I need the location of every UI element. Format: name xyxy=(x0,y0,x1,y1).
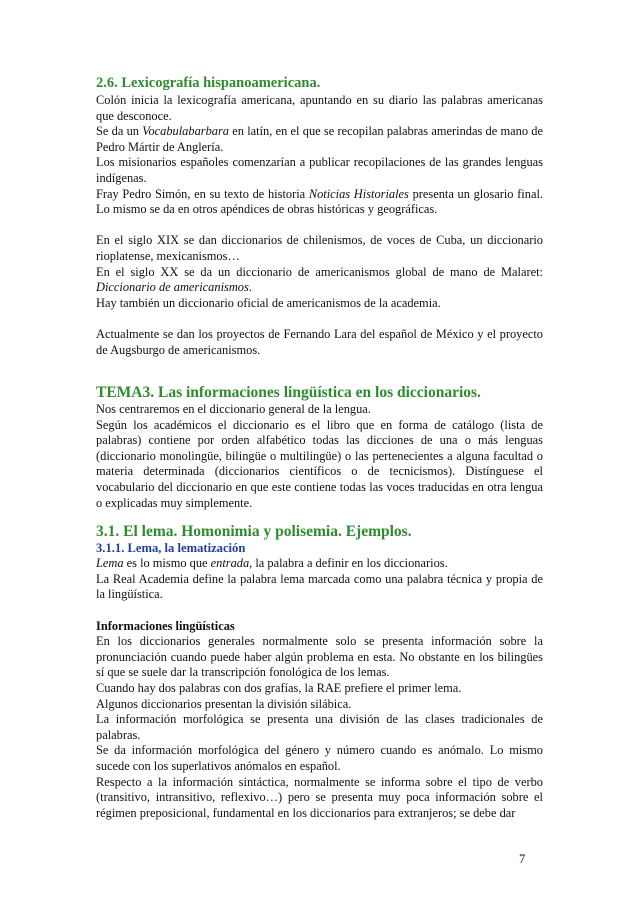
italic-term: Diccionario de americanismos xyxy=(96,280,249,295)
paragraph: Los misionarios españoles comenzarían a publicar recopilaciones de las grandes lenguas indígenas. xyxy=(96,155,543,185)
paragraph: La Real Academia define la palabra lema marcada como una palabra técnica y propia de la lingüística. xyxy=(96,571,543,602)
paragraph: Se da información morfológica del género y número cuando es anómalo. Lo mismo sucede con los superlativos anómalos en español. xyxy=(96,743,543,773)
paragraph: Nos centraremos en el diccionario general de la lengua. xyxy=(96,402,371,417)
italic-term: Lema xyxy=(96,556,124,571)
paragraph: Hay también un diccionario oficial de americanismos de la academia. xyxy=(96,295,441,310)
paragraph: Cuando hay dos palabras con dos grafías, la RAE prefiere el primer lema. xyxy=(96,681,462,695)
paragraph: La información morfológica se presenta una división de las clases tradicionales de palabras. xyxy=(96,712,543,742)
chapter-heading-tema3: TEMA3. Las informaciones lingüística en los diccionarios. xyxy=(96,384,481,402)
italic-term: Noticias Historiales xyxy=(308,186,409,201)
paragraph: Respecto a la información sintáctica, normalmente se informa sobre el tipo de verbo (transitivo, intransitivo, reflexivo…) pero se presenta muy poca información sobre el régimen preposicional, fundamental en los diccionarios para extranjeros; se debe dar xyxy=(96,774,543,820)
italic-term: entrada xyxy=(210,556,250,571)
paragraph: Se da un Vocabulabarbara en latín, en el que se recopilan palabras amerindas de mano de Pedro Mártir de Anglería. xyxy=(96,124,543,154)
paragraph: Lema es lo mismo que entrada, la palabra a definir en los diccionarios. xyxy=(96,556,448,571)
section-heading-3-1: 3.1. El lema. Homonimia y polisemia. Ejemplos. xyxy=(96,523,412,541)
paragraph: Según los académicos el diccionario es el libro que en forma de catálogo (lista de palabras) contiene por orden alfabético todas las dicciones de una o más lenguas (diccionario monolingüe, bilingüe o multilingüe) o las pertenecientes a alguna facultad o materia determinada (diccionarios científicos o de tecnicismos). Distínguese el vocabulario del diccionario en que este contiene todas las voces traducidas en otra lengua o explicadas muy simplemente. xyxy=(96,417,543,510)
paragraph: Fray Pedro Simón, en su texto de historia Noticias Historiales presenta un glosario final. Lo mismo se da en otros apéndices de obras históricas y geográficas. xyxy=(96,186,543,217)
section-heading-2-6: 2.6. Lexicografía hispanoamericana. xyxy=(96,75,321,91)
page-number: 7 xyxy=(519,852,526,866)
paragraph: En el siglo XIX se dan diccionarios de chilenismos, de voces de Cuba, un diccionario rioplatense, mexicanismos… xyxy=(96,233,543,263)
paragraph: Actualmente se dan los proyectos de Fernando Lara del español de México y el proyecto de Augsburgo de americanismos. xyxy=(96,326,543,357)
bold-heading-informaciones: Informaciones lingüísticas xyxy=(96,618,235,633)
paragraph: En el siglo XX se da un diccionario de americanismos global de mano de Malaret: Diccionario de americanismos. xyxy=(96,264,543,295)
document-page xyxy=(96,75,543,821)
paragraph: Colón inicia la lexicografía americana, apuntando en su diario las palabras americanas que desconoce. xyxy=(96,93,543,123)
italic-term: Vocabulabarbara xyxy=(142,124,229,139)
subsection-heading-3-1-1: 3.1.1. Lema, la lematización xyxy=(96,541,246,556)
paragraph: Algunos diccionarios presentan la división silábica. xyxy=(96,696,352,711)
paragraph: En los diccionarios generales normalmente solo se presenta información sobre la pronunciación cuando puede haber algún problema en esta. No obstante en los bilingües sí que se suele dar la transcripción fonológica de los lemas. xyxy=(96,634,543,680)
